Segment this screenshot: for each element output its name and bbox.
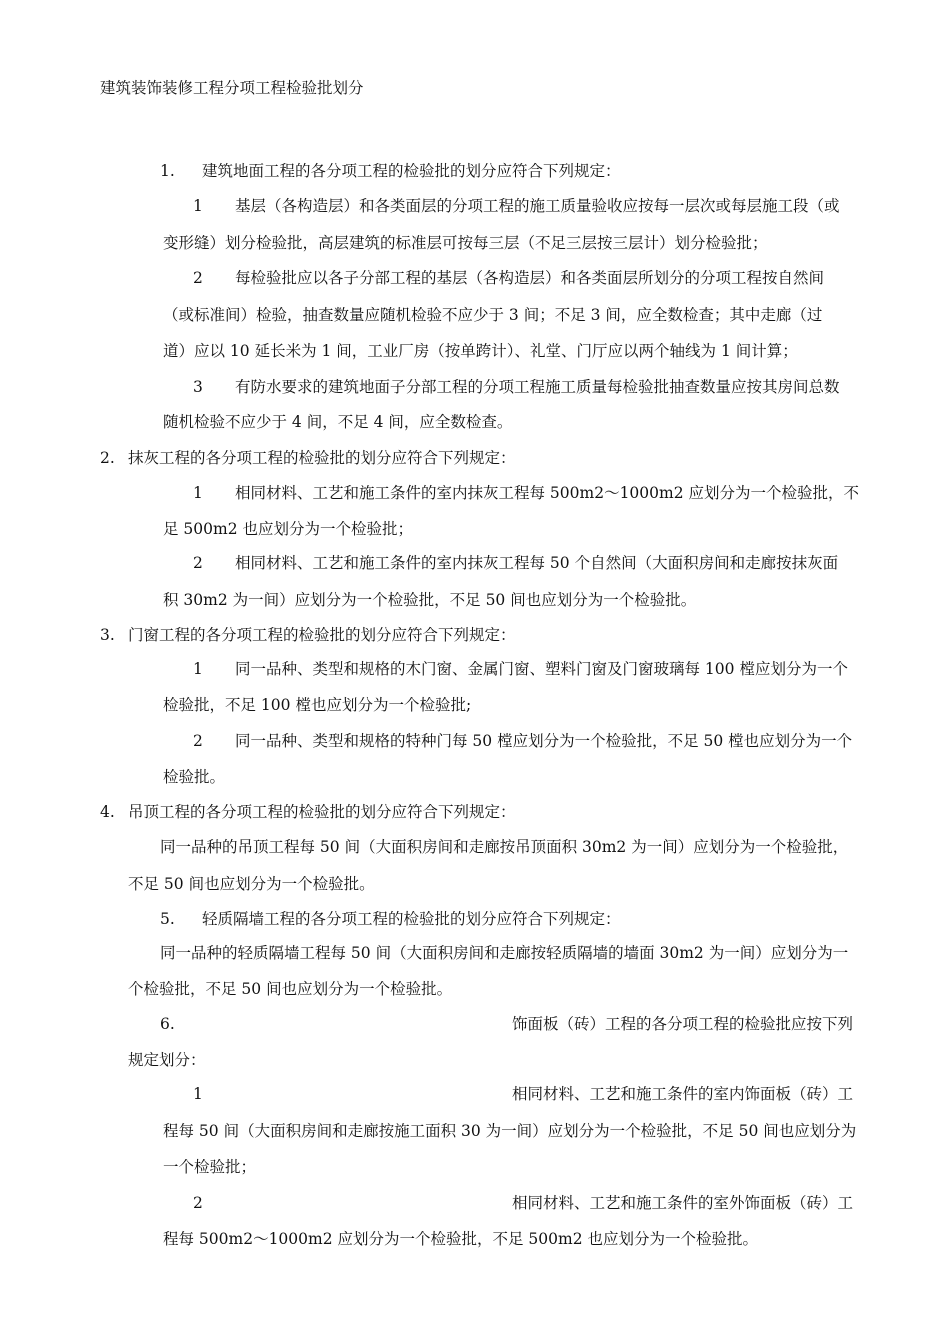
s2-item-1-line-1: 相同材料、工艺和施工条件的室内抹灰工程每 500m2～1000m2 应划分为一个检验批，不 [235,484,860,502]
s1-item-3-number: 3 [193,378,203,396]
s1-item-3-line-1: 有防水要求的建筑地面子分部工程的分项工程施工质量每检验批抽查数量应按其房间总数 [235,378,840,396]
s1-item-1-line-1: 基层（各构造层）和各类面层的分项工程的施工质量验收应按每一层次或每层施工段（或 [235,197,840,215]
section-5-heading: 轻质隔墙工程的各分项工程的检验批的划分应符合下列规定： [202,910,621,928]
section-6-number: 6. [160,1015,175,1033]
section-3-heading: 门窗工程的各分项工程的检验批的划分应符合下列规定： [128,626,516,644]
document-title: 建筑装饰装修工程分项工程检验批划分 [100,79,364,97]
s1-item-2-line-1: 每检验批应以各子分部工程的基层（各构造层）和各类面层所划分的分项工程按自然间 [235,269,825,287]
s2-item-1-line-2: 足 500m2 也应划分为一个检验批； [163,520,413,538]
s6-item-1-number: 1 [193,1085,203,1103]
section-6-heading-a: 饰面板（砖）工程的各分项工程的检验批应按下列 [512,1015,854,1033]
s5-line-1: 同一品种的轻质隔墙工程每 50 间（大面积房间和走廊按轻质隔墙的墙面 30m2 为一间）应划分为一 [160,944,849,962]
s6-item-1-line-3: 一个检验批； [163,1158,257,1176]
section-4-heading: 吊顶工程的各分项工程的检验批的划分应符合下列规定： [128,803,516,821]
s1-item-2-line-3: 道）应以 10 延长米为 1 间，工业厂房（按单跨计）、礼堂、门厅应以两个轴线为 1 间计算； [163,342,798,360]
s4-line-2: 不足 50 间也应划分为一个检验批。 [128,875,375,893]
section-6-heading-b: 规定划分： [128,1051,206,1069]
section-3-number: 3. [100,626,115,644]
section-5-number: 5. [160,910,175,928]
s2-item-1-number: 1 [193,484,203,502]
s6-item-2-number: 2 [193,1194,203,1212]
section-2-heading: 抹灰工程的各分项工程的检验批的划分应符合下列规定： [128,449,516,467]
s3-item-2-line-1: 同一品种、类型和规格的特种门每 50 樘应划分为一个检验批，不足 50 樘也应划分为一个 [235,732,853,750]
s2-item-2-line-1: 相同材料、工艺和施工条件的室内抹灰工程每 50 个自然间（大面积房间和走廊按抹灰面 [235,554,839,572]
s3-item-1-number: 1 [193,660,203,678]
s6-item-2-line-2: 程每 500m2～1000m2 应划分为一个检验批，不足 500m2 也应划分为一个检验批。 [163,1230,759,1248]
section-1-heading: 建筑地面工程的各分项工程的检验批的划分应符合下列规定： [202,162,621,180]
s2-item-2-number: 2 [193,554,203,572]
s4-line-1: 同一品种的吊顶工程每 50 间（大面积房间和走廊按吊顶面积 30m2 为一间）应划分为一个检验批， [160,838,849,856]
s3-item-2-line-2: 检验批。 [163,768,226,786]
s5-line-2: 个检验批，不足 50 间也应划分为一个检验批。 [128,980,453,998]
s2-item-2-line-2: 积 30m2 为一间）应划分为一个检验批，不足 50 间也应划分为一个检验批。 [163,591,697,609]
s1-item-2-line-2: （或标准间）检验，抽查数量应随机检验不应少于 3 间；不足 3 间，应全数检查；其中走廊（过 [163,306,823,324]
s1-item-3-line-2: 随机检验不应少于 4 间，不足 4 间，应全数检查。 [163,413,513,431]
s6-item-1-line-2: 程每 50 间（大面积房间和走廊按施工面积 30 为一间）应划分为一个检验批，不足 50 间也应划分为 [163,1122,857,1140]
s3-item-1-line-1: 同一品种、类型和规格的木门窗、金属门窗、塑料门窗及门窗玻璃每 100 樘应划分为一个 [235,660,848,678]
section-4-number: 4. [100,803,115,821]
s3-item-1-line-2: 检验批，不足 100 樘也应划分为一个检验批; [163,696,472,714]
section-1-number: 1. [160,162,175,180]
section-2-number: 2. [100,449,115,467]
s1-item-2-number: 2 [193,269,203,287]
s1-item-1-number: 1 [193,197,203,215]
s3-item-2-number: 2 [193,732,203,750]
s1-item-1-line-2: 变形缝）划分检验批，高层建筑的标准层可按每三层（不足三层按三层计）划分检验批； [163,234,768,252]
s6-item-2-line-1: 相同材料、工艺和施工条件的室外饰面板（砖）工 [512,1194,854,1212]
s6-item-1-line-1: 相同材料、工艺和施工条件的室内饰面板（砖）工 [512,1085,854,1103]
